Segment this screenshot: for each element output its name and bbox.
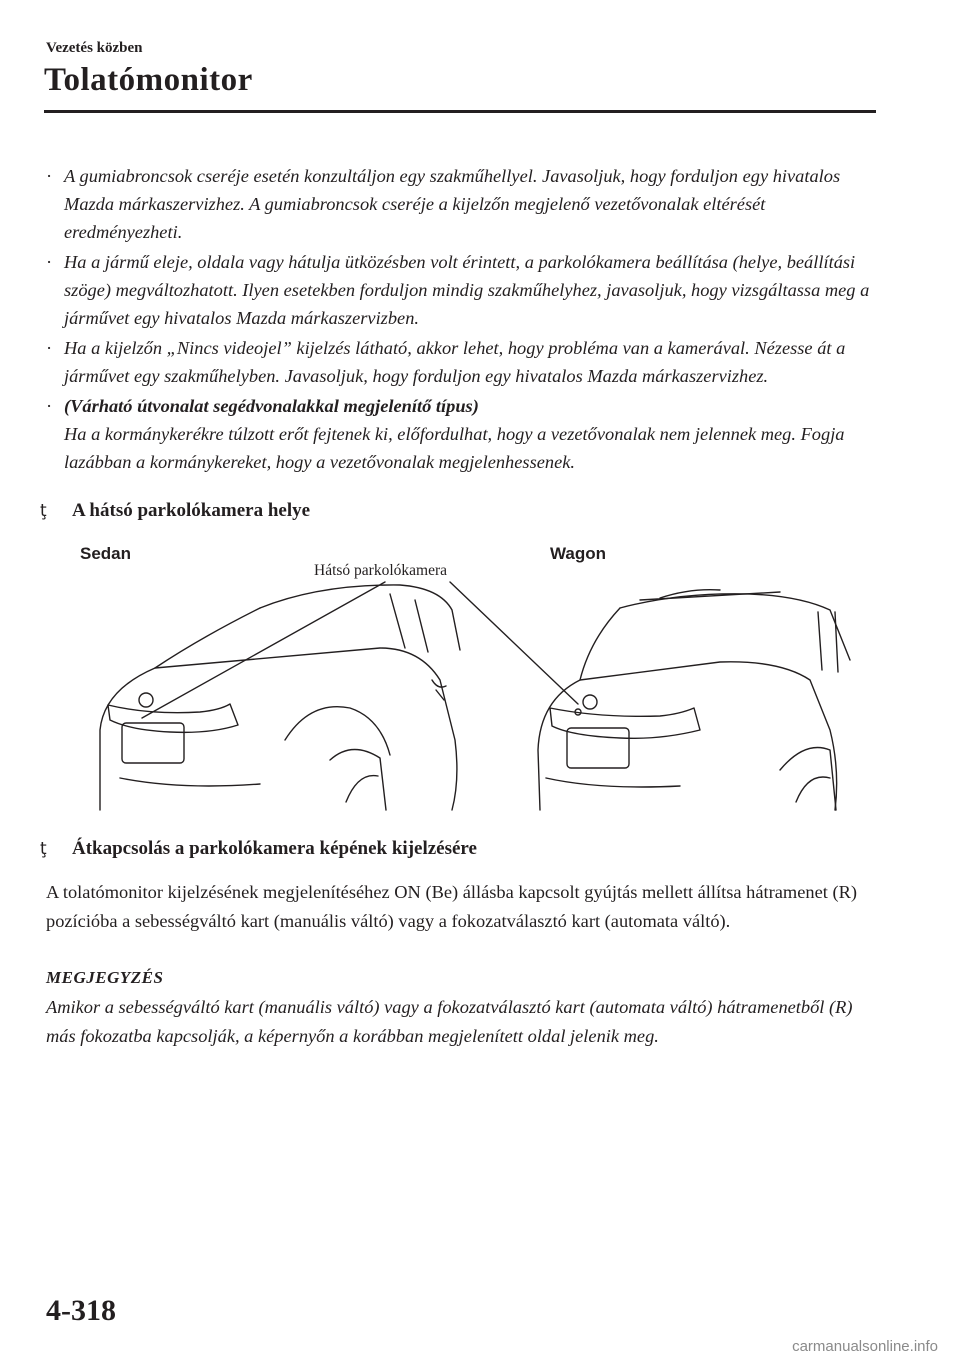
note-type-label: (Várható útvonalat segédvonalakkal megjelenítő típus) <box>64 396 479 416</box>
note-title: MEGJEGYZÉS <box>46 968 164 987</box>
bullet-icon: · <box>46 252 53 272</box>
section-marker-icon: ţ <box>40 501 47 521</box>
note-text: Ha a kijelzőn „Nincs videojel” kijelzés látható, akkor lehet, hogy probléma van a kamerával. Nézesse át a járművet egy szakműhelyben. Javasoljuk, hogy forduljon egy hivatalos Mazda márkaszervizhez. <box>64 338 846 386</box>
bullet-icon: · <box>46 166 53 186</box>
note-item <box>46 162 886 246</box>
note-item <box>46 392 886 476</box>
section-heading-camera-location <box>40 500 310 522</box>
sedan-car-icon <box>100 585 460 810</box>
page-number: 4-318 <box>46 1294 116 1327</box>
callout-line-wagon <box>450 582 578 704</box>
camera-location-figure <box>60 540 900 820</box>
section-header: Vezetés közben <box>46 40 143 56</box>
camera-callout-label: Hátsó parkolókamera <box>314 562 447 579</box>
wagon-car-icon <box>538 590 850 810</box>
section-heading-switching <box>40 838 477 860</box>
note-item <box>46 334 886 390</box>
note-body: Amikor a sebességváltó kart (manuális váltó) vagy a fokozatválasztó kart (automata váltó) hátramenetből (R) más fokozatba kapcsolják, a képernyőn a korábban megjelenített oldal jelenik meg. <box>46 997 853 1046</box>
bullet-icon: · <box>46 396 53 416</box>
callout-line-sedan <box>142 582 385 718</box>
section-heading-text: Átkapcsolás a parkolókamera képének kijelzésére <box>72 838 477 859</box>
header-divider <box>44 110 876 113</box>
watermark: carmanualsonline.info <box>792 1338 938 1355</box>
note-text: A gumiabroncsok cseréje esetén konzultáljon egy szakműhellyel. Javasoljuk, hogy forduljon egy hivatalos Mazda márkaszervizhez. A gumiabroncsok cseréje a kijelzőn megjelenő vezetővonalak eltérését eredményezheti. <box>64 166 841 242</box>
section-heading-text: A hátsó parkolókamera helye <box>72 500 311 521</box>
note-text: Ha a kormánykerékre túlzott erőt fejtenek ki, előfordulhat, hogy a vezetővonalak nem jelennek meg. Fogja lazábban a kormánykereket, hogy a vezetővonalak megjelenhessenek. <box>64 424 845 472</box>
note-item <box>46 248 886 332</box>
bullet-icon: · <box>46 338 53 358</box>
note-text: Ha a jármű eleje, oldala vagy hátulja ütközésben volt érintett, a parkolókamera beállítása (helye, beállítási szöge) megváltozhatott. Ilyen esetekben forduljon mindig szakműhelyhez, javasoljuk, hogy vizsgáltassa meg a járművet egy hivatalos Mazda márkaszervizben. <box>64 252 870 328</box>
switching-instructions: A tolatómonitor kijelzésének megjelenítéséhez ON (Be) állásba kapcsolt gyújtás mellett állítsa hátramenet (R) pozícióba a sebességváltó kart (manuális váltó) vagy a fokozatválasztó kart (automata váltó). <box>46 882 857 931</box>
page-title: Tolatómonitor <box>44 62 253 98</box>
section-marker-icon: ţ <box>40 839 47 859</box>
wagon-label: Wagon <box>550 544 607 563</box>
cars-illustration <box>60 540 900 820</box>
notes-list <box>46 162 886 478</box>
sedan-label: Sedan <box>80 544 132 563</box>
